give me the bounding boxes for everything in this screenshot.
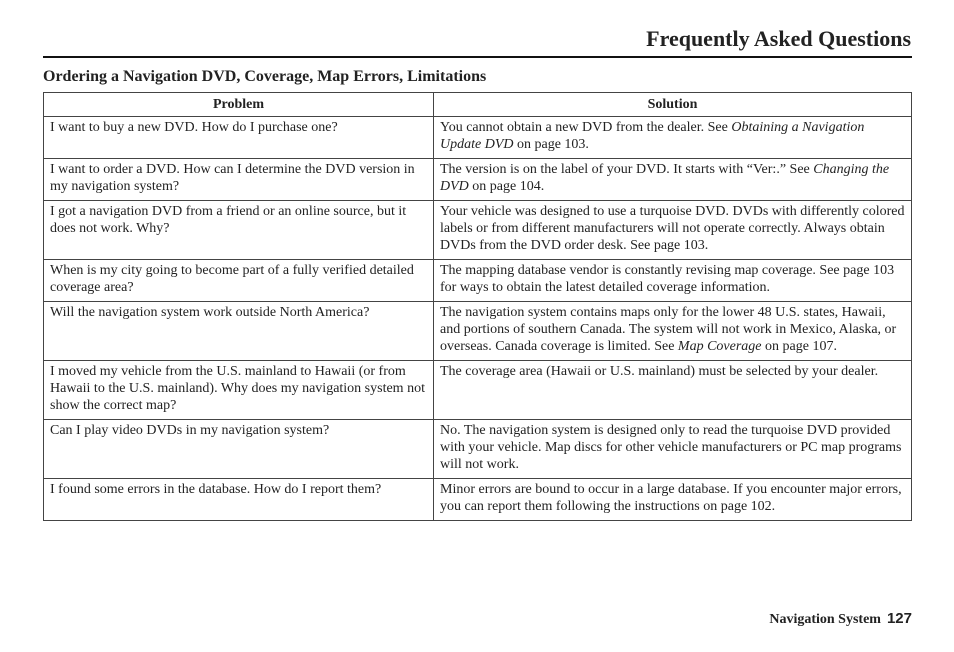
- page-number: 127: [886, 610, 912, 627]
- table-header-row: [44, 93, 912, 117]
- solution-text: You cannot obtain a new DVD from the dealer. See: [440, 120, 732, 135]
- solution-cell: [434, 361, 912, 420]
- solution-cell: [434, 302, 912, 361]
- solution-cell: [434, 260, 912, 302]
- page-footer: [769, 610, 912, 628]
- table-row: [44, 260, 912, 302]
- table-row: [44, 420, 912, 479]
- solution-text: Minor errors are bound to occur in a large database. If you encounter major errors, you can report them following the instructions on page 102.: [440, 482, 902, 514]
- faq-table: [43, 92, 912, 521]
- table-row: [44, 159, 912, 201]
- solution-cell: [434, 117, 912, 159]
- solution-cell: [434, 201, 912, 260]
- problem-cell: I want to buy a new DVD. How do I purchase one?: [44, 117, 434, 159]
- title-divider: [43, 56, 912, 58]
- solution-text: on page 107.: [761, 339, 837, 354]
- solution-cell: [434, 479, 912, 521]
- solution-text: Your vehicle was designed to use a turquoise DVD. DVDs with differently colored labels or from different manufacturers will not operate correctly. Always obtain DVDs from the DVD order desk. See page 103.: [440, 204, 905, 253]
- problem-cell: Can I play video DVDs in my navigation system?: [44, 420, 434, 479]
- page-title: Frequently Asked Questions: [646, 26, 911, 51]
- section-heading: Ordering a Navigation DVD, Coverage, Map Errors, Limitations: [43, 68, 487, 85]
- column-header-solution: Solution: [434, 93, 912, 117]
- table-row: [44, 479, 912, 521]
- solution-text: on page 103.: [513, 137, 589, 152]
- table-row: [44, 201, 912, 260]
- solution-text: The version is on the label of your DVD. It starts with “Ver:.” See: [440, 162, 814, 177]
- column-header-problem: Problem: [44, 93, 434, 117]
- solution-cell: [434, 159, 912, 201]
- solution-reference: Changing the DVD: [440, 162, 890, 194]
- problem-cell: I want to order a DVD. How can I determine the DVD version in my navigation system?: [44, 159, 434, 201]
- problem-cell: I found some errors in the database. How do I report them?: [44, 479, 434, 521]
- solution-text: The mapping database vendor is constantly revising map coverage. See page 103 for ways to obtain the latest detailed coverage information.: [440, 263, 895, 295]
- problem-cell: I moved my vehicle from the U.S. mainland to Hawaii (or from Hawaii to the U.S. mainland). Why does my navigation system not show the correct map?: [44, 361, 434, 420]
- solution-text: on page 104.: [468, 179, 545, 194]
- table-row: [44, 302, 912, 361]
- solution-text: The navigation system contains maps only for the lower 48 U.S. states, Hawaii, and portions of southern Canada. The system will not work in Mexico, Alaska, or overseas. Canada coverage is limited. See: [440, 305, 897, 354]
- table-row: [44, 117, 912, 159]
- problem-cell: Will the navigation system work outside North America?: [44, 302, 434, 361]
- solution-reference: Map Coverage: [677, 339, 762, 354]
- problem-cell: I got a navigation DVD from a friend or an online source, but it does not work. Why?: [44, 201, 434, 260]
- solution-reference: Obtaining a Navigation Update DVD: [440, 120, 865, 152]
- solution-cell: [434, 420, 912, 479]
- faq-table-body: [44, 117, 912, 521]
- footer-label: Navigation System: [769, 612, 881, 627]
- problem-cell: When is my city going to become part of a fully verified detailed coverage area?: [44, 260, 434, 302]
- solution-text: The coverage area (Hawaii or U.S. mainland) must be selected by your dealer.: [440, 364, 879, 379]
- solution-text: No. The navigation system is designed only to read the turquoise DVD provided with your vehicle. Map discs for other vehicle manufacturers or PC map programs will not work.: [440, 423, 902, 472]
- table-row: [44, 361, 912, 420]
